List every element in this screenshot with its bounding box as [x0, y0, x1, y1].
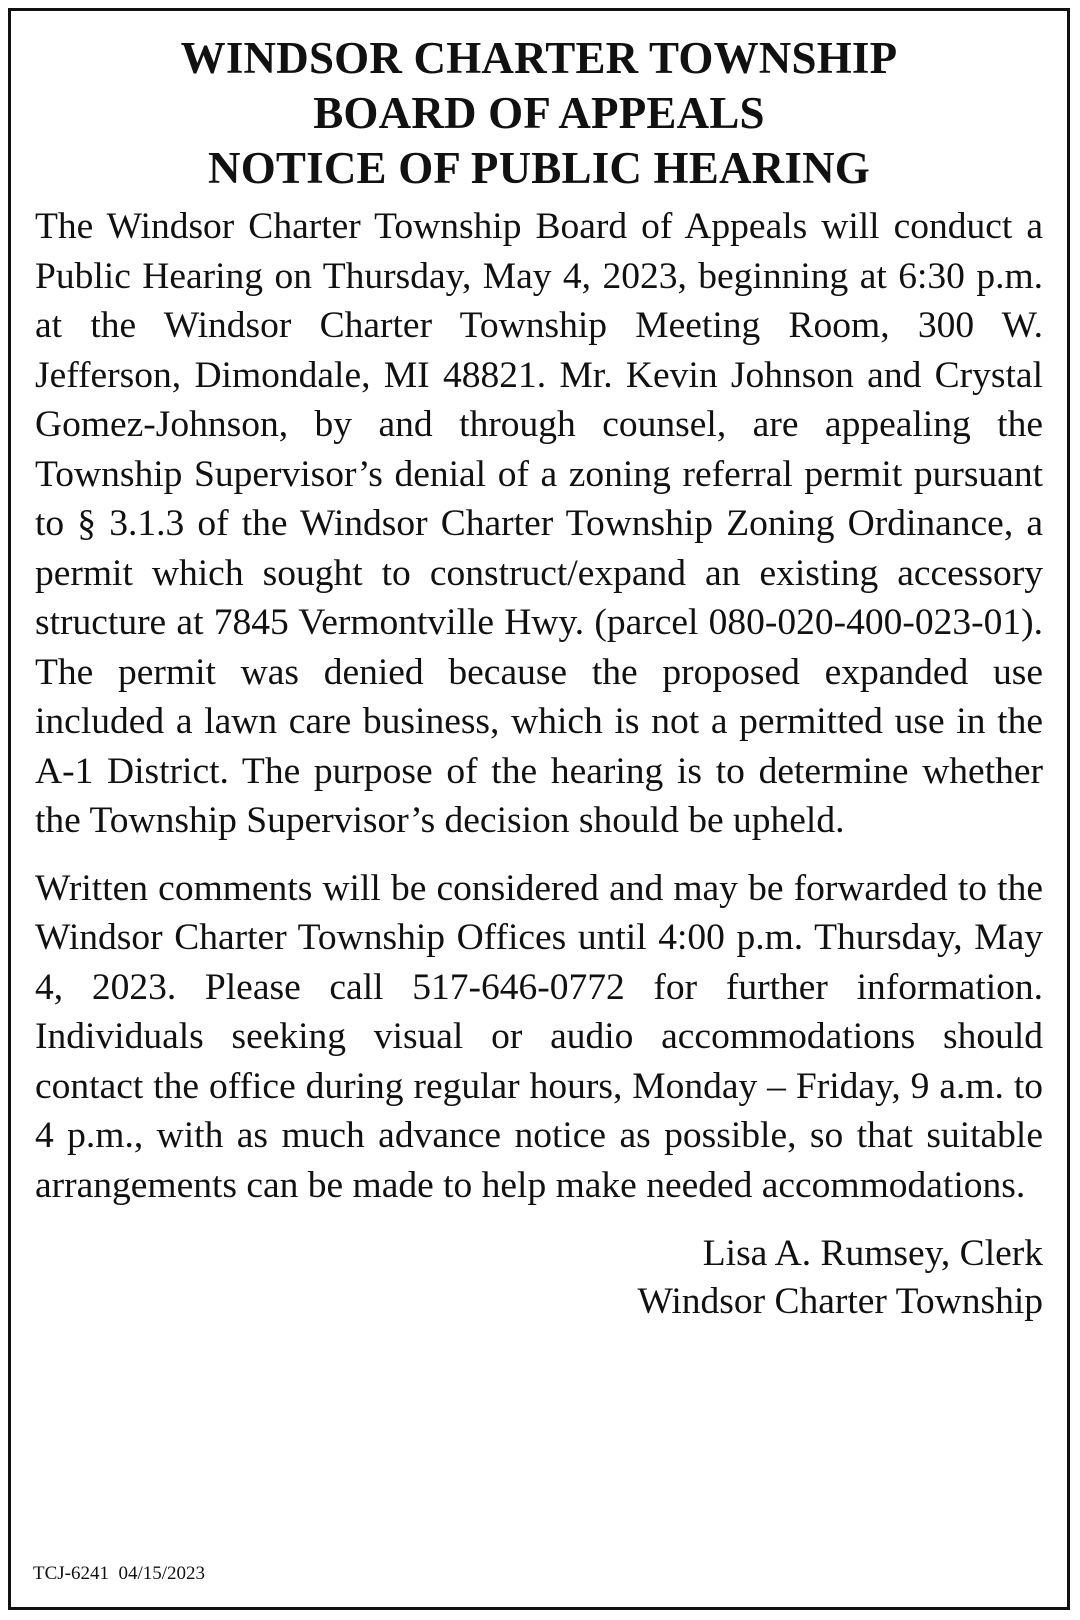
- title-notice: NOTICE OF PUBLIC HEARING: [208, 143, 870, 193]
- notice-body: [11, 202, 1067, 1210]
- publication-reference: TCJ-6241 04/15/2023: [33, 1563, 206, 1584]
- signature-name: Lisa A. Rumsey, Clerk: [702, 1233, 1043, 1274]
- title-township: WINDSOR CHARTER TOWNSHIP: [180, 33, 898, 83]
- hearing-paragraph: The Windsor Charter Township Board of Appeals will conduct a Public Hearing on Thursday, May 4, 2023, beginning at 6:30 p.m. at the Windsor Charter Township Meeting Room, 300 W. Jefferson, Dimondale, MI 48821. Mr. Kevin Johnson and Crystal Gomez-Johnson, by and through counsel, are appealing the Township Supervisor’s denial of a zoning referral permit pursuant to § 3.1.3 of the Windsor Charter Township Zoning Ordinance, a permit which sought to construct/expand an existing accessory structure at 7845 Vermontville Hwy. (parcel 080-020-400-023-01). The permit was denied because the proposed expanded use included a lawn care business, which is not a permitted use in the A-1 District. The purpose of the hearing is to determine whether the Township Supervisor’s decision should be upheld.: [35, 206, 1043, 841]
- signature-block: [11, 1230, 1067, 1326]
- title-board: BOARD OF APPEALS: [313, 88, 765, 138]
- notice-header: [11, 31, 1067, 196]
- signature-organization: Windsor Charter Township: [637, 1281, 1043, 1322]
- comments-paragraph: Written comments will be considered and may be forwarded to the Windsor Charter Township Offices until 4:00 p.m. Thursday, May 4, 2023. Please call 517-646-0772 for further information. Individuals seeking visual or audio accommodations should contact the office during regular hours, Monday – Friday, 9 a.m. to 4 p.m., with as much advance notice as possible, so that suitable arrangements can be made to help make needed accommodations.: [35, 867, 1043, 1206]
- public-notice: [8, 8, 1070, 1610]
